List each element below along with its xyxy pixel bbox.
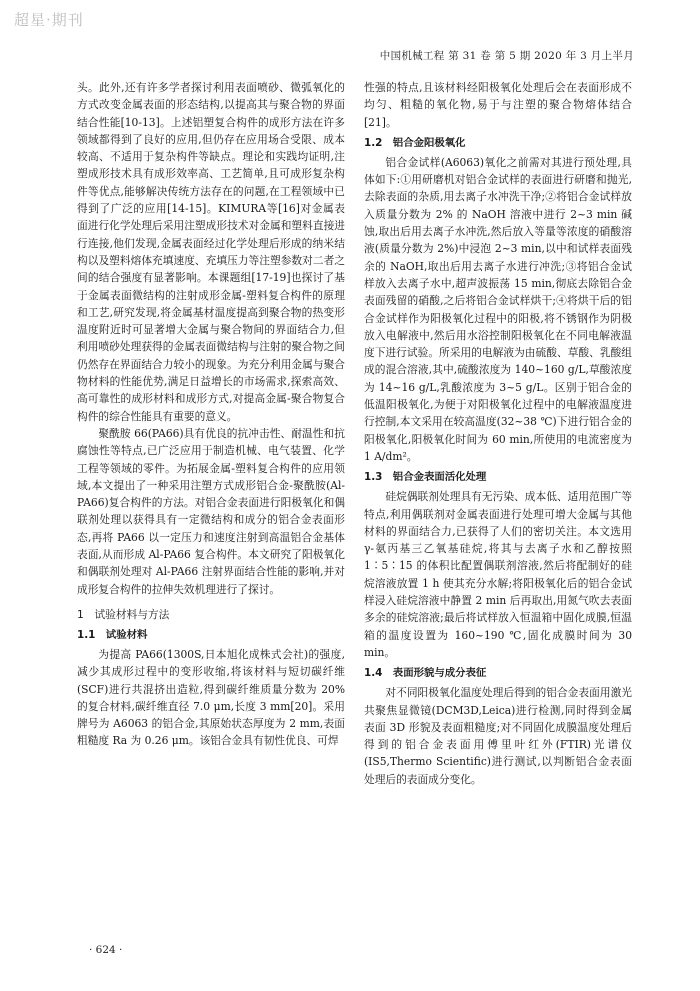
journal-header: 中国机械工程 第 31 卷 第 5 期 2020 年 3 月上半月: [379, 50, 634, 62]
paragraph-silane-treatment: 硅烷偶联剂处理具有无污染、成本低、适用范围广等特点,利用偶联剂对金属表面进行处理可增大金属与其他材料的界面结合力,已获得了人们的密切关注。本文选用 γ-氨丙基三乙氧基硅烷,将其与去离子水和乙醇按照 1∶5∶15 的体积比配置偶联剂溶液,然后将配制好的硅烷溶液放置 1 h 使其充分水解;将阳极氧化后的铝合金试样浸入硅烷溶液中静置 2 min 后再取出,用氮气吹去表面多余的硅烷溶液;最后将试样放入恒温箱中固化成膜,恒温箱的温度设置为 160~190 ℃,固化成膜时间为 30 min。: [364, 490, 632, 659]
paragraph-intro-continued: 头。此外,还有许多学者探讨利用表面喷砂、微弧氧化的方式改变金属表面的形态结构,以提高其与聚合物的界面结合性能[10-13]。上述铝塑复合构件的成形方法在许多领域都得到了良好的应用,但仍存在应用场合受限、成本较高、不适用于复杂构件等缺点。理论和实践均证明,注塑成形技术具有成形效率高、工艺简单,且可成形复杂构件等优点,能够解决传统方法存在的问题,在工程领域中已得到了广泛的应用[14-15]。KIMURA等[16]对金属表面进行化学处理后采用注塑成形技术对金属和塑料直接进行连接,他们发现,金属表面经过化学处理后形成的纳米结构以及塑料熔体充填速度、充填压力等注塑参数对二者之间的结合强度有显著影响。本课题组[17-19]也探讨了基于金属表面微结构的注射成形金属-塑料复合构件的原理和工艺,研究发现,将金属基材温度提高到聚合物的热变形温度附近时可显著增大金属与聚合物间的界面结合力,但利用喷砂处理获得的金属表面微结构与注射的聚合物之间仍然存在界面结合力较小的现象。为充分利用金属与聚合物材料的性能优势,满足日益增长的市场需求,探索高效、高可靠性的成形材料和成形方式,对提高金属-聚合物复合构件的综合性能具有重要的意义。: [77, 81, 345, 423]
subsection-heading-1-1: 1.1 试验材料: [77, 628, 148, 641]
subsection-heading-1-3: 1.3 铝合金表面活化处理: [364, 471, 487, 484]
subsection-heading-1-2: 1.2 铝合金阳极氧化: [364, 136, 466, 149]
paragraph-characterization: 对不同阳极氧化温度处理后得到的铝合金表面用激光共聚焦显微镜(DCM3D,Leica)进行检测,同时得到金属表面 3D 形貌及表面粗糙度;对不同固化成膜温度处理后得到的铝合金表面用傅里叶红外(FTIR)光谱仪(IS5,Thermo Scientific)进行测试,以判断铝合金表面处理后的表面成分变化。: [364, 686, 632, 786]
paragraph-materials: 为提高 PA66(1300S,日本旭化成株式会社)的强度,减少其成形过程中的变形收缩,将该材料与短切碳纤维(SCF)进行共混挤出造粒,得到碳纤维质量分数为 20% 的复合材料,碳纤维直径 7.0 μm,长度 3 mm[20]。采用牌号为 A6063 的铝合金,其原始状态厚度为 2 mm,表面粗糙度 Ra 为 0.26 μm。该铝合金具有韧性优良、可焊: [77, 647, 345, 748]
paragraph-anodizing: 铝合金试样(A6063)氧化之前需对其进行预处理,具体如下:①用研磨机对铝合金试样的表面进行研磨和抛光,去除表面的杂质,用去离子水冲洗干净;②将铝合金试样放入质量分数为 2% 的 NaOH 溶液中进行 2~3 min 碱蚀,取出后用去离子水冲洗,然后放入等量等浓度的硝酸溶液(质量分数为 2%)中浸泡 2~3 min,以中和试样表面残余的 NaOH,取出后用去离子水进行冲洗;③将铝合金试样放入去离子水中,超声波振荡 15 min,彻底去除铝合金表面残留的硝酸,之后将铝合金试样烘干;④将烘干后的铝合金试样作为阳极氧化过程中的阳极,将不锈钢作为阴极放入电解液中,然后用水浴控制阳极氧化在不同电解液温度下进行试验。所采用的电解液为由硫酸、草酸、乳酸组成的混合溶液,其中,硫酸浓度为 140~160 g/L,草酸浓度为 14~16 g/L,乳酸浓度为 3~5 g/L。区别于铝合金的低温阳极氧化,为便于对阳极氧化过程中的电解液温度进行控制,本文采用在较高温度(32~38 ℃)下进行铝合金的阳极氧化,阳极氧化时间为 60 min,所使用的电流密度为 1 A/dm²。: [364, 155, 632, 463]
paragraph-pa66-intro: 聚酰胺 66(PA66)具有优良的抗冲击性、耐温性和抗腐蚀性等特点,已广泛应用于制造机械、电气装置、化学工程等领域的零件。为拓展金属-塑料复合构件的应用领域,本文提出了一种采用注塑方式成形铝合金-聚酰胺(Al-PA66)复合构件的方法。对铝合金表面进行阳极氧化和偶联剂处理以获得具有一定微结构和成分的铝合金表面形态,再将 PA66 以一定压力和速度注射到高温铝合金基体表面,从而形成 Al-PA66 复合构件。本文研究了阳极氧化和偶联剂处理对 Al-PA66 注射界面结合性能的影响,并对成形复合构件的拉伸失效机理进行了探讨。: [77, 426, 345, 596]
left-column: [77, 79, 345, 750]
page-number: · 624 ·: [89, 944, 123, 956]
watermark-logo: 超星·期刊: [14, 11, 84, 29]
section-heading-1: 1 试验材料与方法: [77, 607, 170, 621]
subsection-heading-1-4: 1.4 表面形貌与成分表征: [364, 667, 487, 680]
right-column: [364, 79, 632, 788]
paragraph-materials-continued: 性强的特点,且该材料经阳极氧化处理后会在表面形成不均匀、粗糙的氧化物,易于与注塑的聚合物熔体结合[21]。: [364, 81, 632, 129]
